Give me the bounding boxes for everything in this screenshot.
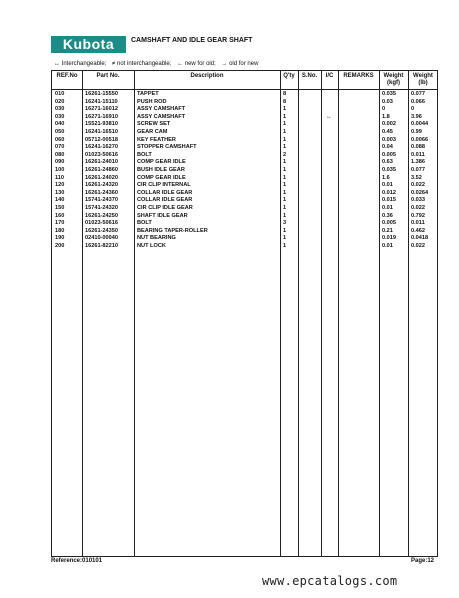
cell-description: ASSY CAMSHAFT: [137, 113, 186, 120]
cell-part-no: 16271-16012: [85, 106, 118, 113]
cell-ref-no: 160: [55, 212, 65, 219]
cell-weight-lb: 0.077: [411, 91, 425, 97]
weight-lb-label: Weight: [413, 73, 433, 79]
table-row: [52, 129, 437, 137]
document-title: CAMSHAFT AND IDLE GEAR SHAFT: [131, 37, 253, 44]
table-row: [52, 167, 437, 175]
cell-ref-no: 100: [55, 166, 65, 173]
table-row: [52, 144, 437, 152]
cell-description: COMP GEAR IDLE: [137, 174, 186, 181]
parts-table: [51, 70, 438, 557]
table-row: [52, 197, 437, 205]
cell-description: SHAFT IDLE GEAR: [137, 212, 188, 219]
cell-weight-lb: 0.0264: [411, 189, 429, 196]
cell-weight-lb: 0.088: [411, 144, 425, 151]
cell-weight-lb: 0.0418: [411, 235, 429, 242]
cell-description: KEY FEATHER: [137, 136, 176, 143]
cell-description: PUSH ROD: [137, 98, 167, 105]
table-row: [52, 114, 437, 122]
table-row: [52, 205, 437, 213]
cell-ref-no: 060: [55, 136, 65, 143]
cell-part-no: 16261-24360: [85, 189, 118, 196]
table-row: [52, 228, 437, 236]
cell-qty: 1: [283, 227, 287, 234]
cell-part-no: 16261-24020: [85, 174, 118, 181]
reference-label: Reference:010101: [51, 558, 103, 564]
table-row: [52, 91, 437, 99]
cell-qty: 1: [283, 204, 287, 211]
weight-kgf-unit: (kgf): [387, 80, 400, 86]
cell-weight-lb: 0.022: [411, 204, 425, 211]
cell-part-no: 16261-24860: [85, 166, 118, 173]
kubota-logo: Kubota: [51, 36, 126, 53]
cell-weight-kgf: 0.015: [382, 197, 396, 204]
cell-ref-no: 070: [55, 144, 65, 151]
cell-part-no: 15741-24370: [85, 197, 118, 204]
cell-description: BUSH IDLE GEAR: [137, 166, 185, 173]
cell-weight-kgf: 0.035: [382, 91, 396, 97]
cell-weight-kgf: 0.04: [382, 144, 393, 151]
col-header-sno: S.No.: [301, 73, 318, 79]
cell-qty: 1: [283, 182, 287, 189]
cell-weight-lb: 3.96: [411, 113, 422, 120]
cell-part-no: 16261-24010: [85, 159, 118, 166]
cell-qty: 1: [283, 144, 287, 151]
cell-description: BOLT: [137, 220, 152, 227]
cell-part-no: 15521-93810: [85, 121, 118, 128]
cell-part-no: 16261-82210: [85, 242, 118, 249]
cell-part-no: 01023-50616: [85, 220, 118, 227]
cell-ref-no: 200: [55, 242, 65, 249]
cell-qty: 1: [283, 159, 287, 166]
cell-weight-lb: 0.99: [411, 128, 422, 135]
cell-weight-kgf: 0: [382, 106, 386, 113]
cell-ref-no: 050: [55, 128, 65, 135]
cell-weight-lb: 0.011: [411, 151, 425, 158]
cell-weight-lb: 0.462: [411, 227, 425, 234]
cell-qty: 1: [283, 189, 287, 196]
cell-weight-lb: 1.386: [411, 159, 425, 166]
cell-part-no: 16261-24250: [85, 212, 118, 219]
cell-qty: 1: [283, 197, 287, 204]
col-header-description: Description: [190, 73, 224, 79]
cell-weight-lb: 0.066: [411, 98, 425, 105]
legend-not-interchangeable: ≠ not interchangeable;: [112, 61, 172, 67]
col-header-remarks: REMARKS: [343, 73, 374, 79]
cell-description: BOLT: [137, 151, 152, 158]
cell-ref-no: 130: [55, 189, 65, 196]
cell-part-no: 01023-50616: [85, 151, 118, 158]
parts-rows: [52, 91, 437, 250]
cell-weight-lb: 3.52: [411, 174, 422, 181]
cell-weight-kgf: 0.005: [382, 151, 396, 158]
cell-description: TAPPET: [137, 91, 159, 97]
cell-description: NUT LOCK: [137, 242, 166, 249]
col-header-qty: Q'ty: [283, 73, 295, 79]
page-number: Page:12: [411, 558, 435, 564]
legend-interchangeable: ↔ Interchangeable;: [54, 61, 107, 67]
table-row: [52, 137, 437, 145]
cell-ref-no: 120: [55, 182, 65, 189]
table-row: [52, 175, 437, 183]
cell-weight-kgf: 0.019: [382, 235, 396, 242]
cell-description: CIR CLIP IDLE GEAR: [137, 204, 193, 211]
table-row: [52, 152, 437, 160]
cell-qty: 1: [283, 242, 287, 249]
cell-description: STOPPER CAMSHAFT: [137, 144, 197, 151]
cell-qty: 1: [283, 166, 287, 173]
table-row: [52, 182, 437, 190]
cell-ref-no: 190: [55, 235, 65, 242]
legend-new-for-old: ← new for old;: [177, 61, 216, 67]
cell-qty: 1: [283, 113, 287, 120]
cell-qty: 3: [283, 220, 287, 227]
cell-weight-lb: 0: [411, 106, 415, 113]
cell-qty: 8: [283, 98, 287, 105]
cell-ref-no: 180: [55, 227, 65, 234]
col-header-weight-kgf: [379, 73, 408, 87]
cell-description: ASSY CAMSHAFT: [137, 106, 186, 113]
col-header-weight-lb: [408, 73, 438, 87]
cell-description: BEARING TAPER-ROLLER: [137, 227, 208, 234]
cell-weight-lb: 0.077: [411, 166, 425, 173]
cell-description: SCREW SET: [137, 121, 171, 128]
cell-ref-no: 020: [55, 98, 65, 105]
cell-ref-no: 090: [55, 159, 65, 166]
cell-ref-no: 080: [55, 151, 65, 158]
cell-weight-kgf: 0.36: [382, 212, 393, 219]
cell-weight-kgf: 0.45: [382, 128, 393, 135]
table-row: [52, 235, 437, 243]
cell-weight-kgf: 0.012: [382, 189, 396, 196]
cell-weight-lb: 0.792: [411, 212, 425, 219]
cell-part-no: 16241-16270: [85, 144, 118, 151]
col-header-part-no: Part No.: [96, 73, 120, 79]
cell-weight-kgf: 0.002: [382, 121, 396, 128]
col-header-ref-no: REF.No: [56, 73, 78, 79]
cell-weight-kgf: 0.01: [382, 182, 393, 189]
table-row: [52, 213, 437, 221]
cell-part-no: 16271-16910: [85, 113, 118, 120]
cell-weight-kgf: 0.01: [382, 204, 393, 211]
cell-part-no: 16241-16510: [85, 128, 118, 135]
cell-weight-kgf: 0.003: [382, 136, 396, 143]
cell-qty: 1: [283, 106, 287, 113]
header-divider: [52, 89, 437, 90]
cell-weight-kgf: 0.21: [382, 227, 393, 234]
cell-weight-kgf: 0.63: [382, 159, 393, 166]
cell-weight-lb: 0.011: [411, 220, 425, 227]
watermark-url: www.epcatalogs.com: [262, 574, 398, 588]
cell-part-no: 16261-15550: [85, 91, 118, 97]
cell-qty: 1: [283, 212, 287, 219]
cell-ref-no: 150: [55, 204, 65, 211]
cell-part-no: 16241-15110: [85, 98, 118, 105]
cell-qty: 2: [283, 151, 287, 158]
cell-ref-no: 170: [55, 220, 65, 227]
cell-ref-no: 030: [55, 106, 65, 113]
cell-part-no: 15741-24320: [85, 204, 118, 211]
cell-weight-kgf: 0.035: [382, 166, 396, 173]
cell-weight-lb: 0.0044: [411, 121, 429, 128]
cell-ref-no: 030: [55, 113, 65, 120]
cell-weight-kgf: 0.005: [382, 220, 396, 227]
table-row: [52, 220, 437, 228]
weight-lb-unit: (lb): [418, 80, 428, 86]
cell-description: NUT BEARING: [137, 235, 176, 242]
table-row: [52, 159, 437, 167]
cell-ic: ↔: [326, 113, 332, 120]
cell-qty: 1: [283, 121, 287, 128]
cell-description: CIR CLIP INTERNAL: [137, 182, 191, 189]
cell-weight-kgf: 1.8: [382, 113, 390, 120]
cell-description: COMP GEAR IDLE: [137, 159, 186, 166]
cell-qty: 1: [283, 136, 287, 143]
table-row: [52, 99, 437, 107]
cell-weight-kgf: 1.6: [382, 174, 390, 181]
cell-weight-lb: 0.022: [411, 242, 425, 249]
cell-ref-no: 040: [55, 121, 65, 128]
cell-weight-lb: 0.033: [411, 197, 425, 204]
cell-description: COLLAR IDLE GEAR: [137, 197, 193, 204]
cell-description: COLLAR IDLE GEAR: [137, 189, 193, 196]
table-row: [52, 121, 437, 129]
cell-qty: 1: [283, 128, 287, 135]
cell-part-no: 16261-24350: [85, 227, 118, 234]
cell-weight-kgf: 0.03: [382, 98, 393, 105]
cell-part-no: 05712-00518: [85, 136, 118, 143]
legend-old-for-new: → old for new: [221, 61, 259, 67]
col-header-ic: I/C: [325, 73, 334, 79]
cell-weight-lb: 0.0066: [411, 136, 429, 143]
cell-part-no: 16261-24320: [85, 182, 118, 189]
cell-weight-lb: 0.022: [411, 182, 425, 189]
table-row: [52, 190, 437, 198]
cell-ref-no: 010: [55, 91, 65, 97]
cell-ref-no: 110: [55, 174, 65, 181]
cell-description: GEAR CAM: [137, 128, 168, 135]
table-row: [52, 106, 437, 114]
cell-part-no: 02410-00040: [85, 235, 118, 242]
cell-ref-no: 140: [55, 197, 65, 204]
cell-qty: 1: [283, 174, 287, 181]
cell-weight-kgf: 0.01: [382, 242, 393, 249]
cell-qty: 1: [283, 235, 287, 242]
interchangeability-legend: [54, 60, 262, 68]
weight-kgf-label: Weight: [383, 73, 404, 79]
cell-qty: 8: [283, 91, 287, 97]
table-row: [52, 243, 437, 251]
